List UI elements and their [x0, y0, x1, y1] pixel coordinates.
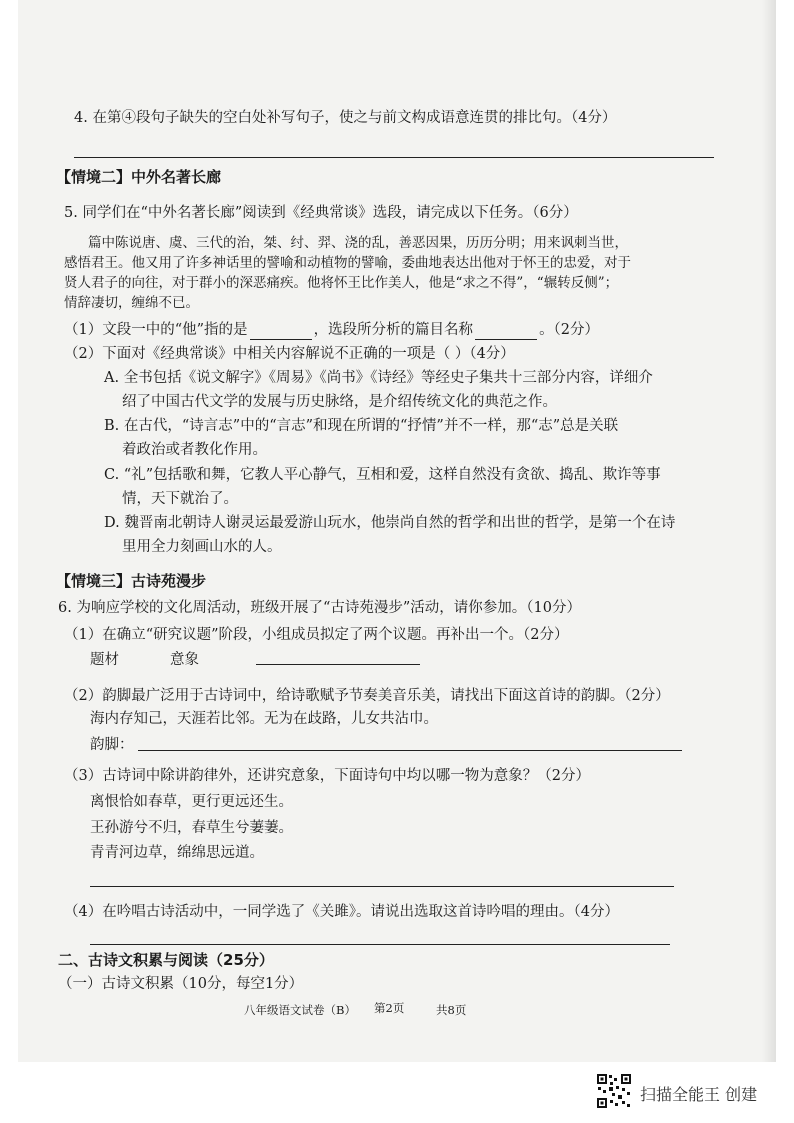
qr-code-icon	[596, 1073, 632, 1109]
passage-line-4: 情辞凄切，缠绵不已。	[64, 295, 199, 311]
question-4: 4. 在第④段句子缺失的空白处补写句子，使之与前文构成语意连贯的排比句。（4分）	[74, 110, 617, 126]
question-6-3: （3）古诗词中除讲韵律外，还讲究意象，下面诗句中均以哪一物为意象？（2分）	[64, 768, 590, 784]
question-5-1	[64, 320, 599, 340]
scene2-title: 【情境二】中外名著长廊	[56, 168, 222, 186]
rhyme-label: 韵脚：	[90, 737, 134, 753]
option-c-line2: 情，天下就治了。	[122, 491, 238, 507]
option-c-line1: C. “礼”包括歌和舞，它教人平心静气，互相和爱，这样自然没有贪欲、捣乱、欺诈等事	[104, 467, 661, 483]
poem2-line-1: 离恨恰如春草，更行更远还生。	[90, 794, 293, 810]
q5-1-part-b: ，选段所分析的篇目名称	[313, 322, 474, 338]
question-6-1: （1）在确立“研究议题”阶段，小组成员拟定了两个议题。再补出一个。（2分）	[64, 627, 569, 643]
question-5: 5. 同学们在“中外名著长廊”阅读到《经典常谈》选段，请完成以下任务。（6分）	[64, 205, 578, 221]
answer-line-reason	[90, 944, 670, 945]
part2-subtitle: （一）古诗文积累（10分，每空1分）	[58, 976, 304, 992]
answer-line-topic	[256, 664, 420, 665]
passage-line-1: 篇中陈说唐、虞、三代的治，桀、纣、羿、浇的乱，善恶因果，历历分明；用来讽刺当世，	[88, 235, 628, 251]
question-6: 6. 为响应学校的文化周活动，班级开展了“古诗苑漫步”活动，请你参加。（10分）	[58, 600, 581, 616]
answer-line-image	[90, 886, 674, 887]
option-b-line1: B. 在古代，“诗言志”中的“言志”和现在所谓的“抒情”并不一样，那“志”总是关联	[104, 418, 619, 434]
footer-total: 共8页	[436, 1003, 467, 1017]
exam-page	[18, 0, 776, 1062]
option-d-line2: 里用全力刻画山水的人。	[122, 539, 282, 555]
option-b-line2: 着政治或者教化作用。	[122, 442, 267, 458]
option-a-line2: 绍了中国古代文学的发展与历史脉络，是介绍传统文化的典范之作。	[122, 394, 557, 410]
watermark-text: 扫描全能王 创建	[640, 1085, 758, 1104]
passage-line-3: 贤人君子的向往，对于群小的深恶痛疾。他将怀王比作美人，他是“求之不得”，“辗转反侧”；	[64, 275, 619, 291]
q5-1-part-c: 。（2分）	[539, 322, 600, 338]
part2-title: 二、古诗文积累与阅读（25分）	[58, 951, 274, 969]
question-6-2: （2）韵脚最广泛用于古诗词中，给诗歌赋予节奏美音乐美，请找出下面这首诗的韵脚。（2分）	[64, 688, 670, 704]
question-5-2: （2）下面对《经典常谈》中相关内容解说不正确的一项是（ ）（4分）	[64, 346, 515, 362]
option-a-line1: A. 全书包括《说文解字》《周易》《尚书》《诗经》等经史子集共十三部分内容，详细介	[104, 370, 653, 386]
poem-line: 海内存知己，天涯若比邻。无为在歧路，儿女共沾巾。	[90, 711, 438, 727]
option-d-line1: D. 魏晋南北朝诗人谢灵运最爱游山玩水，他崇尚自然的哲学和出世的哲学，是第一个在诗	[104, 515, 676, 531]
blank-title[interactable]	[475, 325, 537, 340]
answer-line-rhyme	[138, 750, 682, 751]
q5-1-part-a: （1）文段一中的“他”指的是	[64, 322, 248, 338]
passage-line-2: 感悟君王。他又用了许多神话里的譬喻和动植物的譬喻，委曲地表达出他对于怀王的忠爱，对于	[64, 255, 631, 271]
poem2-line-2: 王孙游兮不归，春草生兮萋萋。	[90, 820, 293, 836]
footer-exam-name: 八年级语文试卷（B）	[244, 1003, 356, 1017]
scene3-title: 【情境三】古诗苑漫步	[56, 572, 207, 590]
topic-b: 意象	[170, 652, 199, 668]
blank-he[interactable]	[250, 325, 312, 340]
page-edge-shadow	[762, 0, 776, 1062]
topic-a: 题材	[90, 652, 119, 668]
question-6-4: （4）在吟唱古诗活动中，一同学选了《关雎》。请说出选取这首诗吟唱的理由。（4分）	[64, 904, 619, 920]
footer-page: 第2页	[374, 1001, 405, 1015]
poem2-line-3: 青青河边草，绵绵思远道。	[90, 845, 264, 861]
answer-line-q4	[74, 157, 714, 158]
